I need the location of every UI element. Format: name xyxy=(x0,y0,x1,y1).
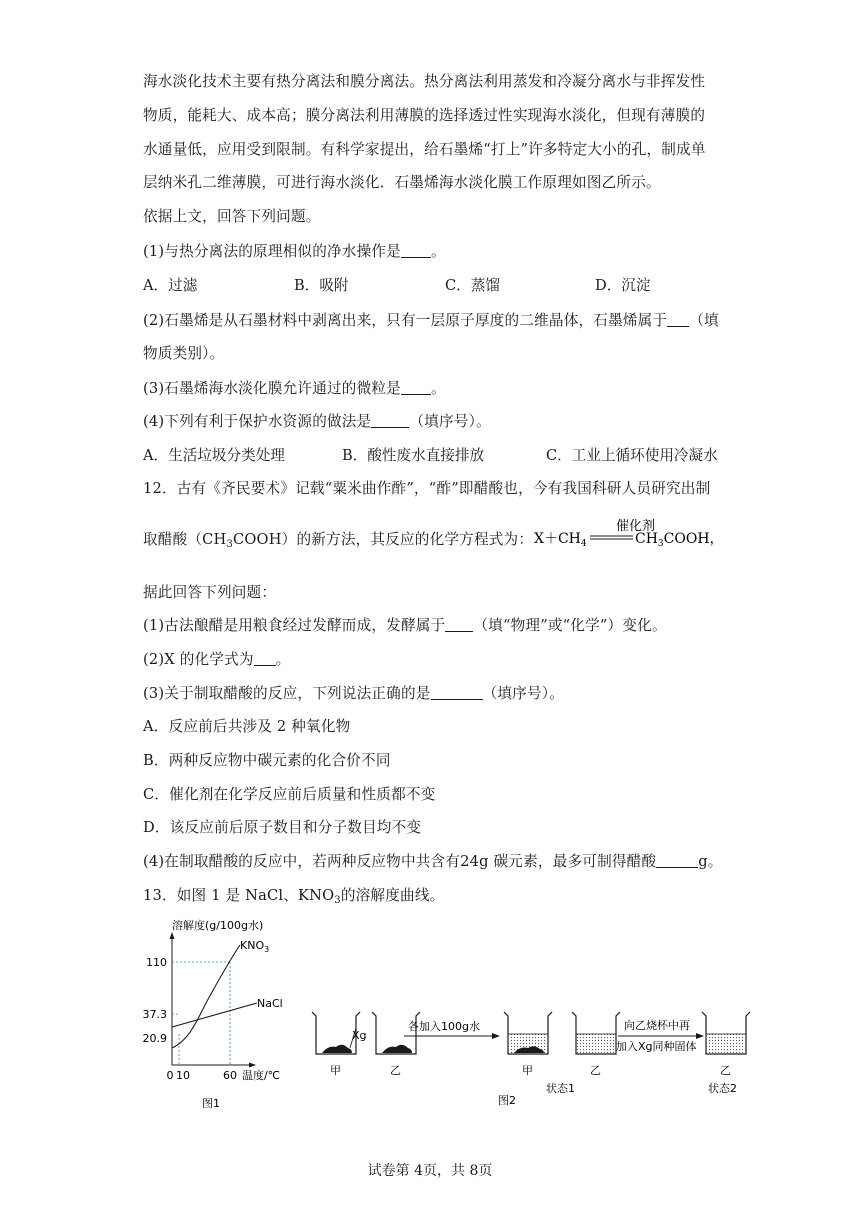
q11-part1-text: (1)与热分离法的原理相似的净水操作是 xyxy=(143,243,401,260)
q12-option-a: A．反应前后共涉及 2 种氧化物 xyxy=(143,718,351,735)
fig2-caption: 图2 xyxy=(498,1094,516,1107)
fig1-x-axis-arrow xyxy=(249,1063,256,1068)
q12-part4-mass: 24g xyxy=(460,853,489,870)
q12-formula-text: 取醋酸（CH xyxy=(143,531,227,548)
eq-product: $CH_3COOH$， xyxy=(635,531,724,549)
q11-part1 xyxy=(143,242,446,262)
answer-blank xyxy=(445,617,473,632)
passage-line-4: 层纳米孔二维薄膜，可进行海水淡化．石墨烯海水淡化膜工作原理如图乙所示。 xyxy=(143,174,661,191)
q12-part2 xyxy=(143,650,290,670)
q11-part4-text: (4)下列有利于保护水资源的做法是 xyxy=(143,413,372,430)
q11-part2 xyxy=(143,311,719,331)
q11-p4-option-a: A．生活垃圾分类处理 xyxy=(143,447,285,464)
subscript: 3 xyxy=(226,539,234,550)
label-add-solid-top: 向乙烧杯中再 xyxy=(624,1019,690,1032)
label-add-water: 各加入100g水 xyxy=(408,1020,480,1033)
beaker-yi-state2 xyxy=(702,1012,750,1077)
answer-blank xyxy=(371,413,409,428)
passage-line-2: 物质，能耗大、成本高；膜分离法利用薄膜的选择透过性实现海水淡化，但现有薄膜的 xyxy=(143,107,706,124)
fig1-kno3-curve xyxy=(172,945,240,1048)
q11-p1-option-b: B．吸附 xyxy=(294,277,349,294)
answer-blank xyxy=(401,243,431,258)
fig1-x-axis-label: 温度/℃ xyxy=(242,1069,281,1082)
fig1-x-tick-0: 0 xyxy=(166,1069,174,1082)
passage-line-1: 海水淡化技术主要有热分离法和膜分离法。热分离法利用蒸发和冷凝分离水与非挥发性 xyxy=(143,73,706,90)
q11-part4-end: （填序号）。 xyxy=(409,413,491,430)
beaker-jia-initial xyxy=(312,1012,360,1077)
passage-line-3: 水通量低，应用受到限制。有科学家提出，给石墨烯“打上”许多特定大小的孔，制成单 xyxy=(143,141,706,158)
label-yi-state2: 乙 xyxy=(720,1064,731,1077)
fig1-caption: 图1 xyxy=(202,1097,220,1110)
passage-line-5: 依据上文，回答下列问题。 xyxy=(143,208,321,225)
figure-2-beakers xyxy=(300,1000,760,1112)
q12-part3 xyxy=(143,684,564,704)
label-state2: 状态2 xyxy=(708,1082,737,1095)
fig1-y-tick-209: 20.9 xyxy=(142,1032,167,1045)
q12-part1-text: (1)古法酿醋是用粮食经过发酵而成，发酵属于 xyxy=(143,617,446,634)
eq-reactants: $X+CH_4$ xyxy=(534,531,587,549)
fig1-nacl-curve xyxy=(172,1003,257,1027)
label-add-solid-bottom: 加入Xg同种固体 xyxy=(616,1040,697,1053)
answer-blank xyxy=(667,312,689,327)
figure-1-solubility-curve xyxy=(140,915,300,1115)
q11-part2-cont: 物质类别）。 xyxy=(143,345,225,362)
beaker-jia-state1 xyxy=(504,1012,552,1077)
answer-blank xyxy=(656,853,698,868)
q12-stem-line-2 xyxy=(143,530,533,555)
q12-stem-text: COOH）的新方法，其反应的化学方程式为： xyxy=(233,531,534,548)
page-footer: 试卷第 4页，共 8页 xyxy=(367,1163,493,1179)
label-yi: 乙 xyxy=(390,1064,401,1077)
label-jia: 甲 xyxy=(330,1064,341,1077)
q11-p1-option-a: A．过滤 xyxy=(143,277,198,294)
q12-part3-text: (3)关于制取醋酸的反应，下列说法正确的是 xyxy=(143,685,431,702)
q12-part1 xyxy=(143,616,667,636)
q12-stem-line-1: 12．古有《齐民要术》记载“粟米曲作酢”，“酢”即醋酸也，今有我国科研人员研究出制 xyxy=(143,480,711,497)
answer-blank xyxy=(254,651,276,666)
q11-part1-end: 。 xyxy=(430,243,446,260)
q11-part3-text: (3)石墨烯海水淡化膜允许通过的微粒是 xyxy=(143,380,401,397)
q12-stem-line-3: 据此回答下列问题： xyxy=(143,584,277,601)
q11-p4-option-b: B．酸性废水直接排放 xyxy=(342,447,485,464)
subscript: 3 xyxy=(334,895,341,906)
answer-blank xyxy=(401,380,431,395)
q12-part4-text2: 碳元素，最多可制得醋酸 xyxy=(488,853,657,870)
q12-option-c: C．催化剂在化学反应前后质量和性质都不变 xyxy=(143,786,436,803)
arrowhead xyxy=(492,1033,500,1039)
q11-part4 xyxy=(143,412,491,432)
label-jia-state1: 甲 xyxy=(522,1064,533,1077)
q13-stem xyxy=(143,886,444,911)
q12-part2-text: (2)X 的化学式为 xyxy=(143,651,254,668)
q12-part2-end: 。 xyxy=(275,651,291,668)
beaker-yi-state1 xyxy=(572,1012,620,1077)
answer-blank xyxy=(431,685,483,700)
label-yi-state1: 乙 xyxy=(590,1064,601,1077)
label-state1: 状态1 xyxy=(546,1082,575,1095)
label-xg: Xg xyxy=(352,1029,367,1042)
q12-part4 xyxy=(143,852,723,872)
chemical-equation xyxy=(532,512,732,552)
fig1-y-axis-label: 溶解度(g/100g水) xyxy=(172,919,264,932)
q11-part3 xyxy=(143,379,446,399)
q13-stem-text2: 的溶解度曲线。 xyxy=(340,887,445,904)
fig1-x-tick-10: 10 xyxy=(176,1069,190,1082)
fig1-kno3-label: $KNO_3$ xyxy=(240,939,270,954)
q11-p1-option-c: C．蒸馏 xyxy=(445,277,500,294)
fig1-x-tick-60: 60 xyxy=(223,1069,237,1082)
q12-option-d: D．该反应前后原子数目和分子数目均不变 xyxy=(143,819,422,836)
q12-part3-hint: （填序号）。 xyxy=(482,685,565,702)
q11-part2-hint: （填 xyxy=(689,312,719,329)
q12-part4-unit: g。 xyxy=(698,853,723,870)
q11-part2-text: (2)石墨烯是从石墨材料中剥离出来，只有一层原子厚度的二维晶体，石墨烯属于 xyxy=(143,312,668,329)
fig1-nacl-label: NaCl xyxy=(257,997,283,1010)
q12-option-b: B．两种反应物中碳元素的化合价不同 xyxy=(143,752,391,769)
q13-stem-text: 13．如图 1 是 NaCl、KNO xyxy=(143,887,335,904)
q11-p4-option-c: C．工业上循环使用冷凝水 xyxy=(546,447,718,464)
q12-part4-text: (4)在制取醋酸的反应中，若两种反应物中共含有 xyxy=(143,853,461,870)
q11-part3-end: 。 xyxy=(430,380,446,397)
eq-catalyst: 催化剂 xyxy=(616,519,656,534)
q11-p1-option-d: D．沉淀 xyxy=(595,277,651,294)
fig1-y-tick-373: 37.3 xyxy=(142,1008,167,1021)
q12-part1-hint: （填“物理”或“化学”）变化。 xyxy=(473,617,667,634)
arrowhead xyxy=(696,1033,704,1039)
fig1-y-axis-arrow xyxy=(170,932,175,939)
fig1-y-tick-110: 110 xyxy=(146,956,167,969)
